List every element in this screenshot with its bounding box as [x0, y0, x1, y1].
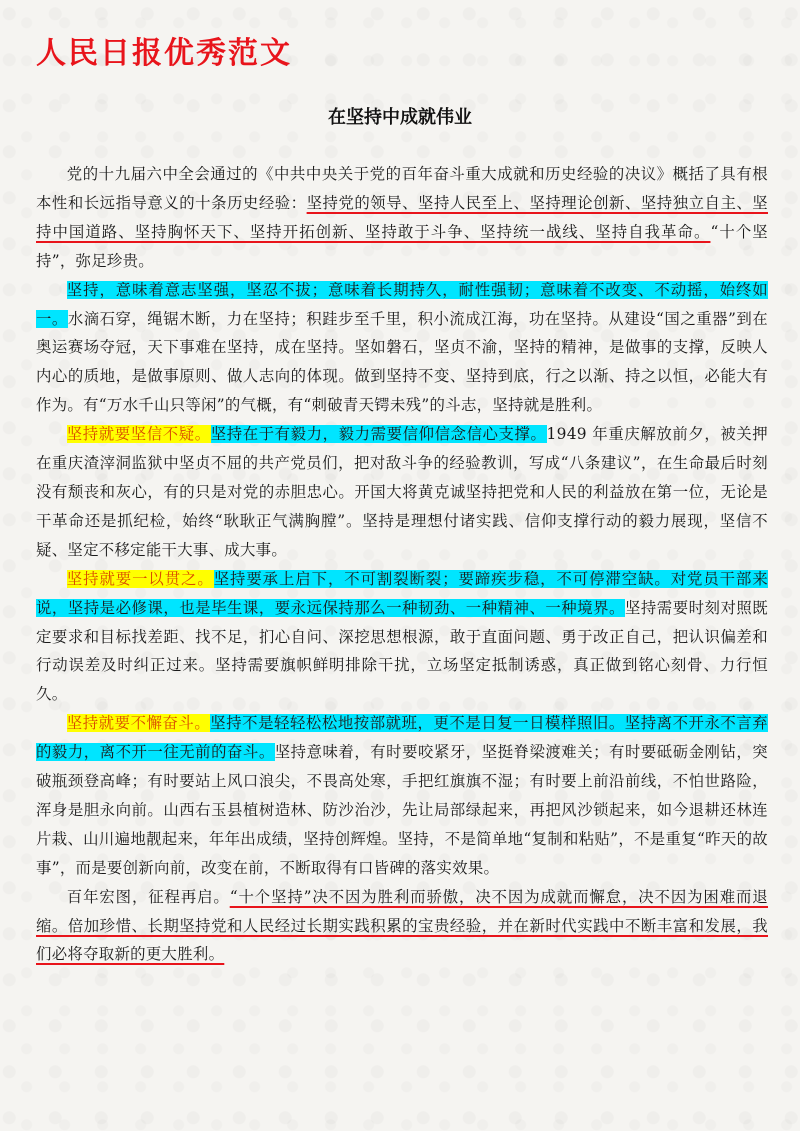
p1-tail: “十个坚持”，弥足珍贵。 [36, 222, 768, 270]
p4-highlight: 坚持要承上启下，不可割裂断裂；要蹄疾步稳，不可停滞空缺。对党员干部来说，坚持是必修课，也是毕生课，要永远保持那么一种韧劲、一种精神、一种境界。 [36, 569, 769, 617]
paragraph-4 [36, 565, 768, 710]
p2-text: 水滴石穿，绳锯木断，力在坚持；积跬步至千里，积小流成江海，功在坚持。从建设“国之重器”到在奥运赛场夺冠，天下事难在坚持，成在坚持。坚如磐石，坚贞不渝，坚持的精神，是做事的支撑，反映人内心的质地，是做事原则、做人志向的体现。做到坚持不变、坚持到底，行之以渐、持之以恒，必能大有作为。有“万水千山只等闲”的气概，有“刺破青天锷未残”的斗志，坚持就是胜利。 [36, 309, 768, 415]
paragraph-6 [36, 883, 768, 970]
header-title: 人民日报优秀范文 [36, 36, 292, 71]
paragraph-3 [36, 420, 768, 565]
p3-heading: 坚持就要坚信不疑。 [66, 425, 211, 444]
p5-highlight: 坚持不是轻轻松松地按部就班，更不是日复一日模样照旧。坚持离不开永不言弃的毅力，离不开一往无前的奋斗。 [36, 714, 768, 762]
article-title: 在坚持中成就伟业 [328, 107, 472, 128]
p6-conclusion: “十个坚持”决不因为胜利而骄傲，决不因为成就而懈怠，决不因为困难而退缩。倍加珍惜、长期坚持党和人民经过长期实践积累的宝贵经验，并在新时代实践中不断丰富和发展，我们必将夺取新的更大胜利。 [36, 887, 768, 964]
p3-highlight: 坚持在于有毅力，毅力需要信仰信念信心支撑。 [210, 425, 547, 444]
p4-text: 坚持需要时刻对照既定要求和目标找差距、找不足，扪心自问、深挖思想根源，敢于直面问题、勇于改正自己，把认识偏差和行动误差及时纠正过来。坚持需要旗帜鲜明排除干扰，立场坚定抵制诱惑，真正做到铭心刻骨、力行恒久。 [36, 598, 769, 704]
article-body [36, 160, 768, 969]
paragraph-1 [36, 160, 768, 276]
p3-text: 1949 年重庆解放前夕，被关押在重庆渣滓洞监狱中坚贞不屈的共产党员们，把对敌斗争的经验教训，写成“八条建议”，在生命最后时刻没有颓丧和灰心，有的只是对党的赤胆忠心。开国大将黄克诚坚持把党和人民的利益放在第一位，无论是干革命还是抓纪检，始终“耿耿正气满胸膛”。坚持是理想付诸实践、信仰支撑行动的毅力展现，坚信不疑、坚定不移定能干大事、成大事。 [36, 425, 768, 559]
p1-text: 党的十九届六中全会通过的《中共中央关于党的百年奋斗重大成就和历史经验的决议》概括了具有根本性和长远指导意义的十条历史经验： [36, 165, 768, 212]
p1-ten-principles: 坚持党的领导、坚持人民至上、坚持理论创新、坚持独立自主、坚持中国道路、坚持胸怀天下、坚持开拓创新、坚持敢于斗争、坚持统一战线、坚持自我革命。 [36, 193, 768, 241]
paragraph-2 [36, 276, 768, 421]
p5-text: 坚持意味着，有时要咬紧牙，坚挺脊梁渡难关；有时要砥砺金刚钻，突破瓶颈登高峰；有时要站上风口浪尖，不畏高处寒，手把红旗旗不湿；有时要上前沿前线，不怕世路险，浑身是胆永向前。山西右玉县植树造林、防沙治沙，先让局部绿起来，再把风沙锁起来，如今退耕还林连片栽、山川遍地靓起来，年年出成绩，坚持创辉煌。坚持，不是简单地“复制和粘贴”，不是重复“昨天的故事”，而是要创新向前，改变在前，不断取得有口皆碑的落实效果。 [36, 743, 768, 877]
p2-highlight: 坚持，意味着意志坚强，坚忍不拔；意味着长期持久，耐性强韧；意味着不改变、不动摇，始终如一。 [36, 280, 768, 328]
p6-text: 百年宏图，征程再启。 [66, 887, 230, 906]
p4-heading: 坚持就要一以贯之。 [66, 569, 214, 588]
p5-heading: 坚持就要不懈奋斗。 [66, 714, 211, 733]
paragraph-5 [36, 709, 768, 882]
